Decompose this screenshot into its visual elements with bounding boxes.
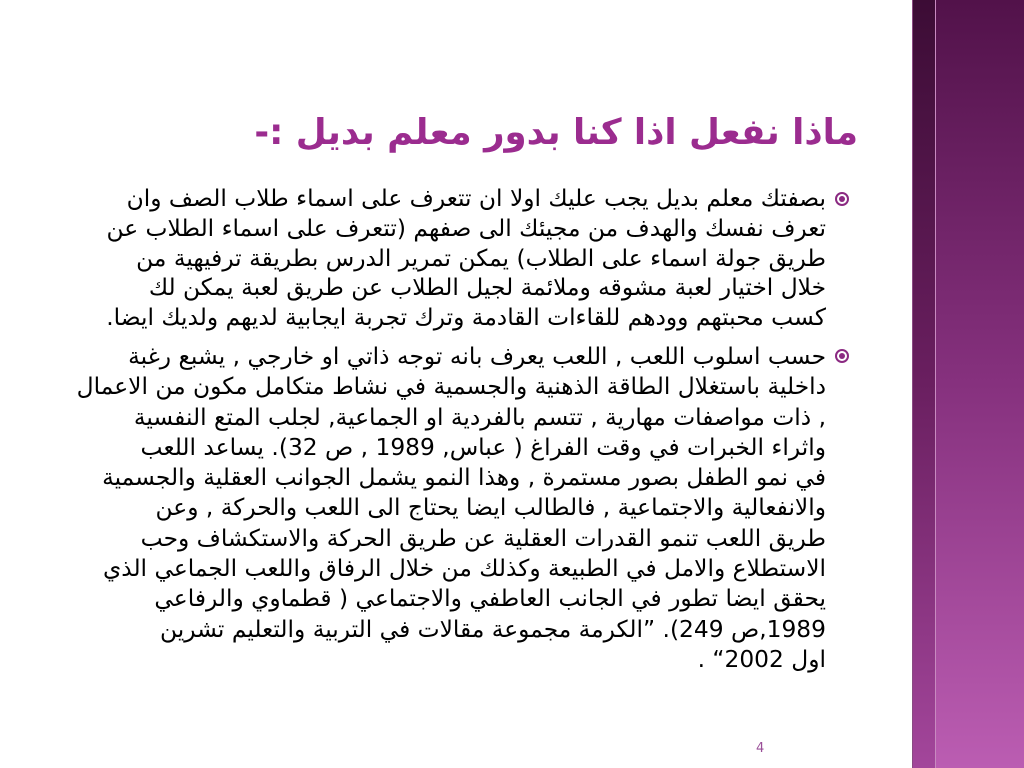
text-line	[70, 371, 826, 401]
text-line	[70, 492, 826, 522]
text-line	[70, 614, 826, 644]
text-line-content: واثراء الخبرات في وقت الفراغ ( عباس, 1989 , ص 32). يساعد اللعب	[140, 432, 826, 461]
text-line-content: الاستطلاع والامل في الطبيعة وكذلك من خلال الرفاق واللعب الجماعي الذي	[102, 554, 826, 583]
bullet-item	[70, 184, 826, 333]
circle-dot-bullet-icon	[835, 349, 849, 363]
text-line-content: حسب اسلوب اللعب , اللعب يعرف بانه توجه ذاتي او خارجي , يشبع رغبة	[128, 342, 826, 370]
accent-band-strip	[912, 0, 935, 768]
text-line-content: 1989,ص 249). ”الكرمة مجموعة مقالات في التربية والتعليم تشرين	[160, 614, 826, 643]
text-line	[70, 553, 826, 583]
text-line-content: داخلية باستغلال الطاقة الذهنية والجسمية في نشاط متكامل مكون من الاعمال	[76, 372, 826, 401]
slide-title-text: ماذا نفعل اذا كنا بدور معلم بديل :-	[254, 112, 858, 153]
slide-title	[218, 108, 858, 158]
text-line	[70, 341, 826, 371]
text-line	[70, 432, 826, 462]
text-line	[70, 273, 826, 303]
text-line-content: , ذات مواصفات مهارية , تتسم بالفردية او الجماعية, لجلب المتع النفسية	[133, 402, 826, 431]
text-line	[70, 303, 826, 333]
text-line-content: بصفتك معلم بديل يجب عليك اولا ان تتعرف على اسماء طلاب الصف وان	[126, 184, 826, 212]
text-line	[70, 523, 826, 553]
text-line-content: والانفعالية والاجتماعية , فالطالب ايضا يحتاج الى اللعب والحركة , وعن	[155, 493, 826, 522]
text-line	[70, 184, 826, 214]
text-line	[70, 214, 826, 244]
accent-band	[935, 0, 1024, 768]
text-line	[70, 462, 826, 492]
page-number: 4	[756, 741, 765, 756]
text-line-content: خلال اختيار لعبة مشوقه وملائمة لجيل الطلاب عن طريق لعبة يمكن لك	[148, 273, 826, 302]
text-line-content: اول 2002“ .	[697, 644, 826, 673]
text-line-content: طريق اللعب تنمو القدرات العقلية عن طريق الحركة والاستكشاف وحب	[140, 523, 826, 552]
text-line-content: يحقق ايضا تطور في الجانب العاطفي والاجتماعي ( قطماوي والرفاعي	[154, 584, 826, 613]
bullet-item	[70, 341, 826, 674]
text-line-content: تعرف نفسك والهدف من مجيئك الى صفهم (تتعرف على اسماء الطلاب عن	[106, 213, 826, 242]
text-line	[70, 402, 826, 432]
text-line	[70, 583, 826, 613]
text-line-content: طريق جولة اسماء على الطلاب) يمكن تمرير الدرس بطريقة ترفيهية من	[136, 243, 826, 272]
text-line-content: في نمو الطفل بصور مستمرة , وهذا النمو يشمل الجوانب العقلية والجسمية	[102, 463, 826, 492]
text-line	[70, 244, 826, 274]
text-line-content: كسب محبتهم وودهم للقاءات القادمة وترك تجربة ايجابية لديهم ولديك ايضا.	[106, 303, 826, 331]
text-line	[70, 644, 826, 674]
circle-dot-bullet-icon	[835, 192, 849, 206]
